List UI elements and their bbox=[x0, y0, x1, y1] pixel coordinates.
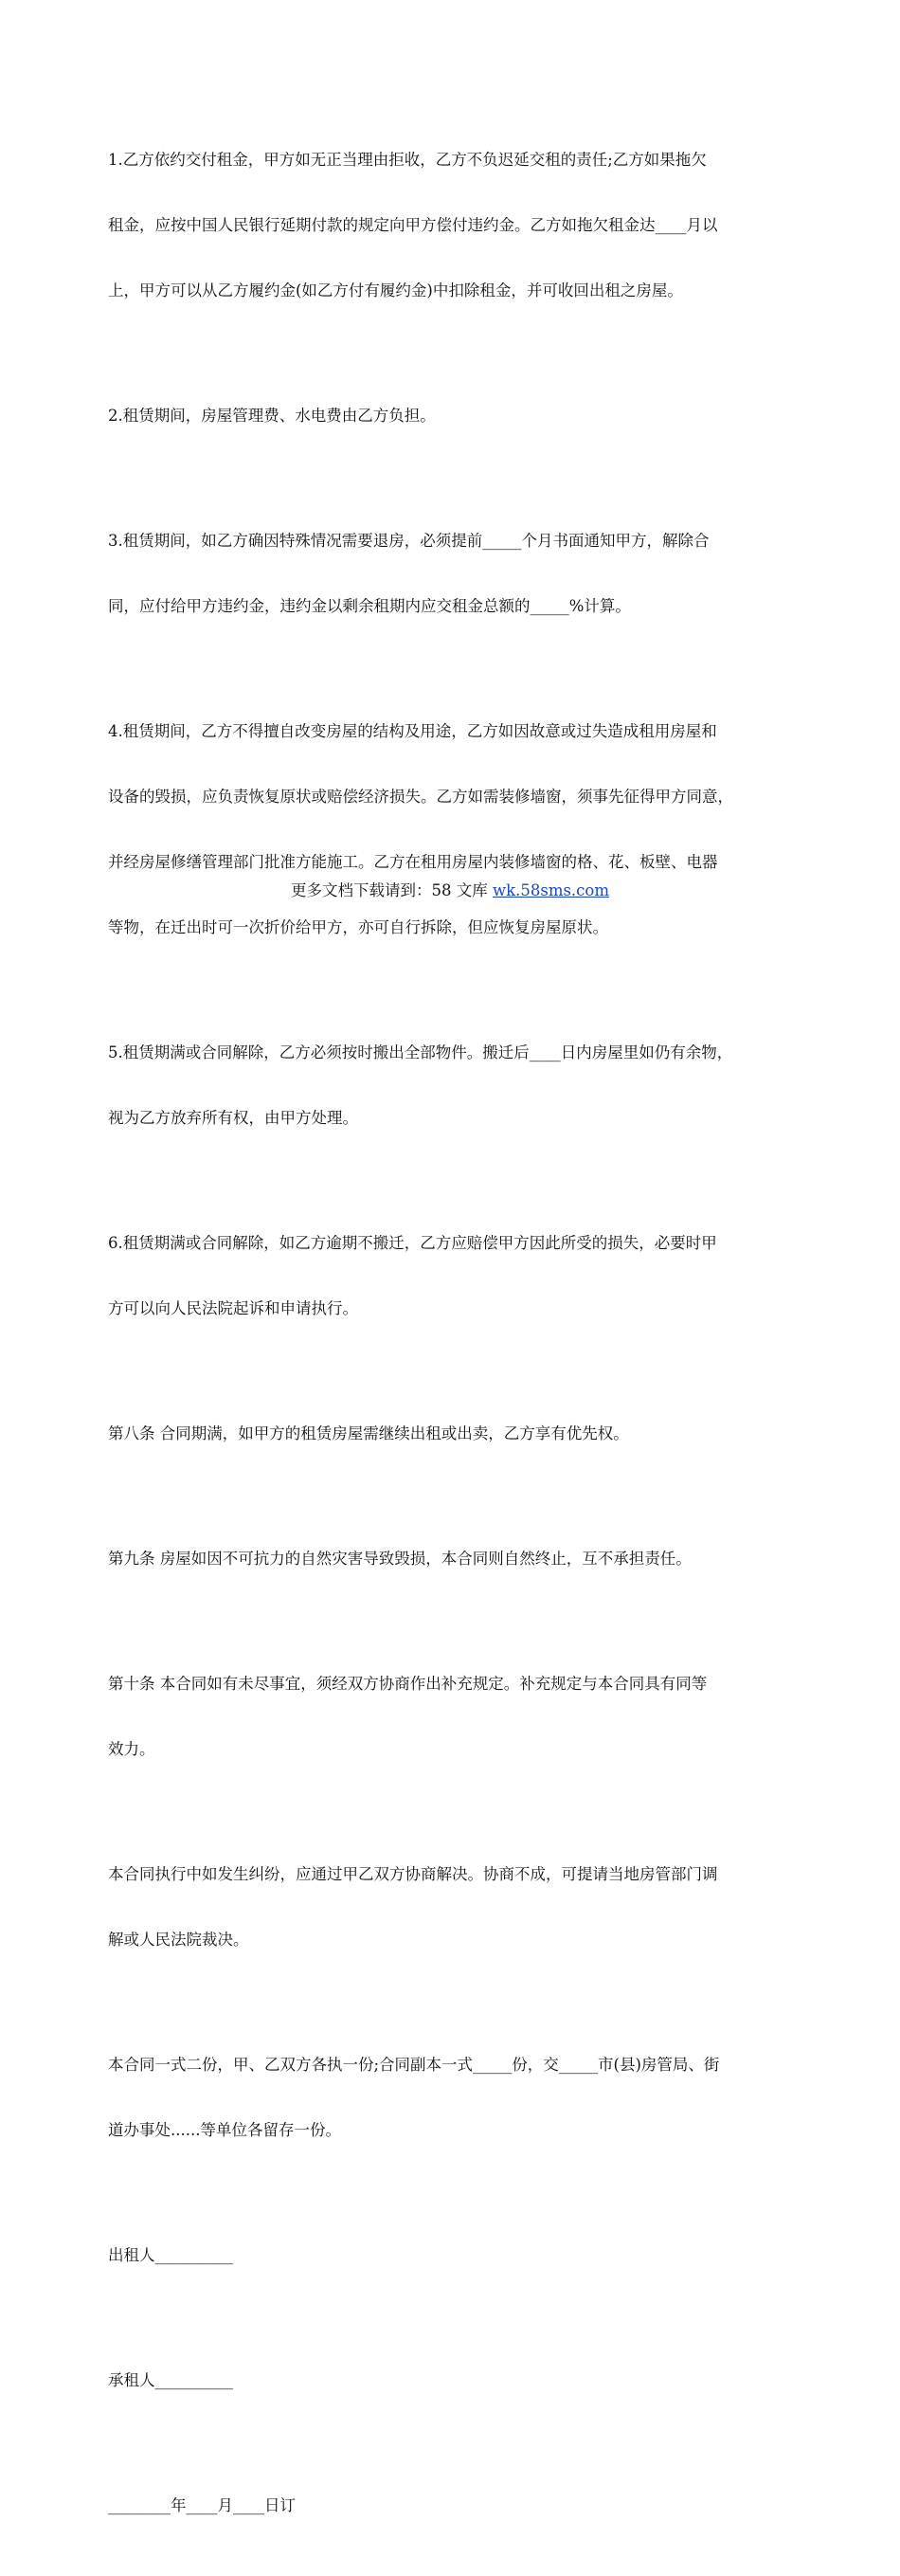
paragraph-dispute bbox=[108, 1820, 800, 1994]
text-line: 上，甲方可以从乙方履约金(如乙方付有履约金)中扣除租金，并可收回出租之房屋。 bbox=[108, 281, 683, 299]
signing-date-line bbox=[108, 2451, 800, 2560]
text-line: 2.租赁期间，房屋管理费、水电费由乙方负担。 bbox=[108, 407, 436, 425]
footer-text: 更多文档下载请到：58 文库 bbox=[290, 881, 493, 899]
text-line: 同，应付给甲方违约金，违约金以剩余租期内应交租金总额的_____%计算。 bbox=[108, 597, 631, 615]
text-line: 第九条 房屋如因不可抗力的自然灾害导致毁损，本合同则自然终止，互不承担责任。 bbox=[108, 1550, 692, 1568]
paragraph-clause-5 bbox=[108, 998, 800, 1172]
paragraph-clause-4 bbox=[108, 677, 800, 982]
text-line: 设备的毁损，应负责恢复原状或赔偿经济损失。乙方如需装修墙窗，须事先征得甲方同意， bbox=[108, 788, 733, 806]
paragraph-clause-6 bbox=[108, 1188, 800, 1363]
text-line: 并经房屋修缮管理部门批准方能施工。乙方在租用房屋内装修墙窗的格、花、板壁、电器 bbox=[108, 853, 718, 871]
paragraph-article-9 bbox=[108, 1504, 800, 1613]
text-line: 5.租赁期满或合同解除，乙方必须按时搬出全部物件。搬迁后____日内房屋里如仍有余物， bbox=[108, 1043, 733, 1061]
text-line: 本合同执行中如发生纠纷，应通过甲乙双方协商解决。协商不成，可提请当地房管部门调 bbox=[108, 1865, 718, 1883]
text-line: 第八条 合同期满，如甲方的租赁房屋需继续出租或出卖，乙方享有优先权。 bbox=[108, 1424, 629, 1442]
paragraph-article-8 bbox=[108, 1379, 800, 1488]
text-line: 4.租赁期间，乙方不得擅自改变房屋的结构及用途，乙方如因故意或过失造成租用房屋和 bbox=[108, 722, 717, 740]
paragraph-clause-3 bbox=[108, 486, 800, 661]
paragraph-clause-1 bbox=[108, 105, 800, 345]
text-line: 承租人__________ bbox=[108, 2371, 233, 2389]
lessor-signature-line bbox=[108, 2201, 800, 2310]
text-line: 出租人__________ bbox=[108, 2246, 233, 2264]
download-footer bbox=[0, 880, 900, 901]
text-line: 视为乙方放弃所有权，由甲方处理。 bbox=[108, 1109, 358, 1127]
text-line: 1.乙方依约交付租金，甲方如无正当理由拒收，乙方不负迟延交租的责任;乙方如果拖欠 bbox=[108, 151, 707, 169]
text-line: 6.租赁期满或合同解除，如乙方逾期不搬迁，乙方应赔偿甲方因此所受的损失，必要时甲 bbox=[108, 1234, 717, 1252]
lessee-signature-line bbox=[108, 2326, 800, 2435]
text-line: 本合同一式二份，甲、乙双方各执一份;合同副本一式_____份，交_____市(县)房管局、街 bbox=[108, 2056, 720, 2074]
text-line: ________年____月____日订 bbox=[108, 2496, 296, 2514]
text-line: 3.租赁期间，如乙方确因特殊情况需要退房，必须提前_____个月书面通知甲方，解除合 bbox=[108, 532, 710, 550]
text-line: 方可以向人民法院起诉和申请执行。 bbox=[108, 1299, 358, 1317]
paragraph-article-10 bbox=[108, 1629, 800, 1804]
text-line: 等物，在迁出时可一次折价给甲方，亦可自行拆除，但应恢复房屋原状。 bbox=[108, 918, 608, 936]
text-line: 解或人民法院裁决。 bbox=[108, 1931, 249, 1949]
paragraph-clause-2 bbox=[108, 361, 800, 470]
text-line: 效力。 bbox=[108, 1740, 155, 1758]
footer-link[interactable]: wk.58sms.com bbox=[492, 881, 609, 899]
text-line: 租金，应按中国人民银行延期付款的规定向甲方偿付违约金。乙方如拖欠租金达____月以 bbox=[108, 216, 718, 234]
text-line: 道办事处......等单位各留存一份。 bbox=[108, 2121, 341, 2139]
text-line: 第十条 本合同如有未尽事宜，须经双方协商作出补充规定。补充规定与本合同具有同等 bbox=[108, 1675, 708, 1693]
paragraph-copies bbox=[108, 2010, 800, 2185]
document-body bbox=[108, 105, 800, 2576]
